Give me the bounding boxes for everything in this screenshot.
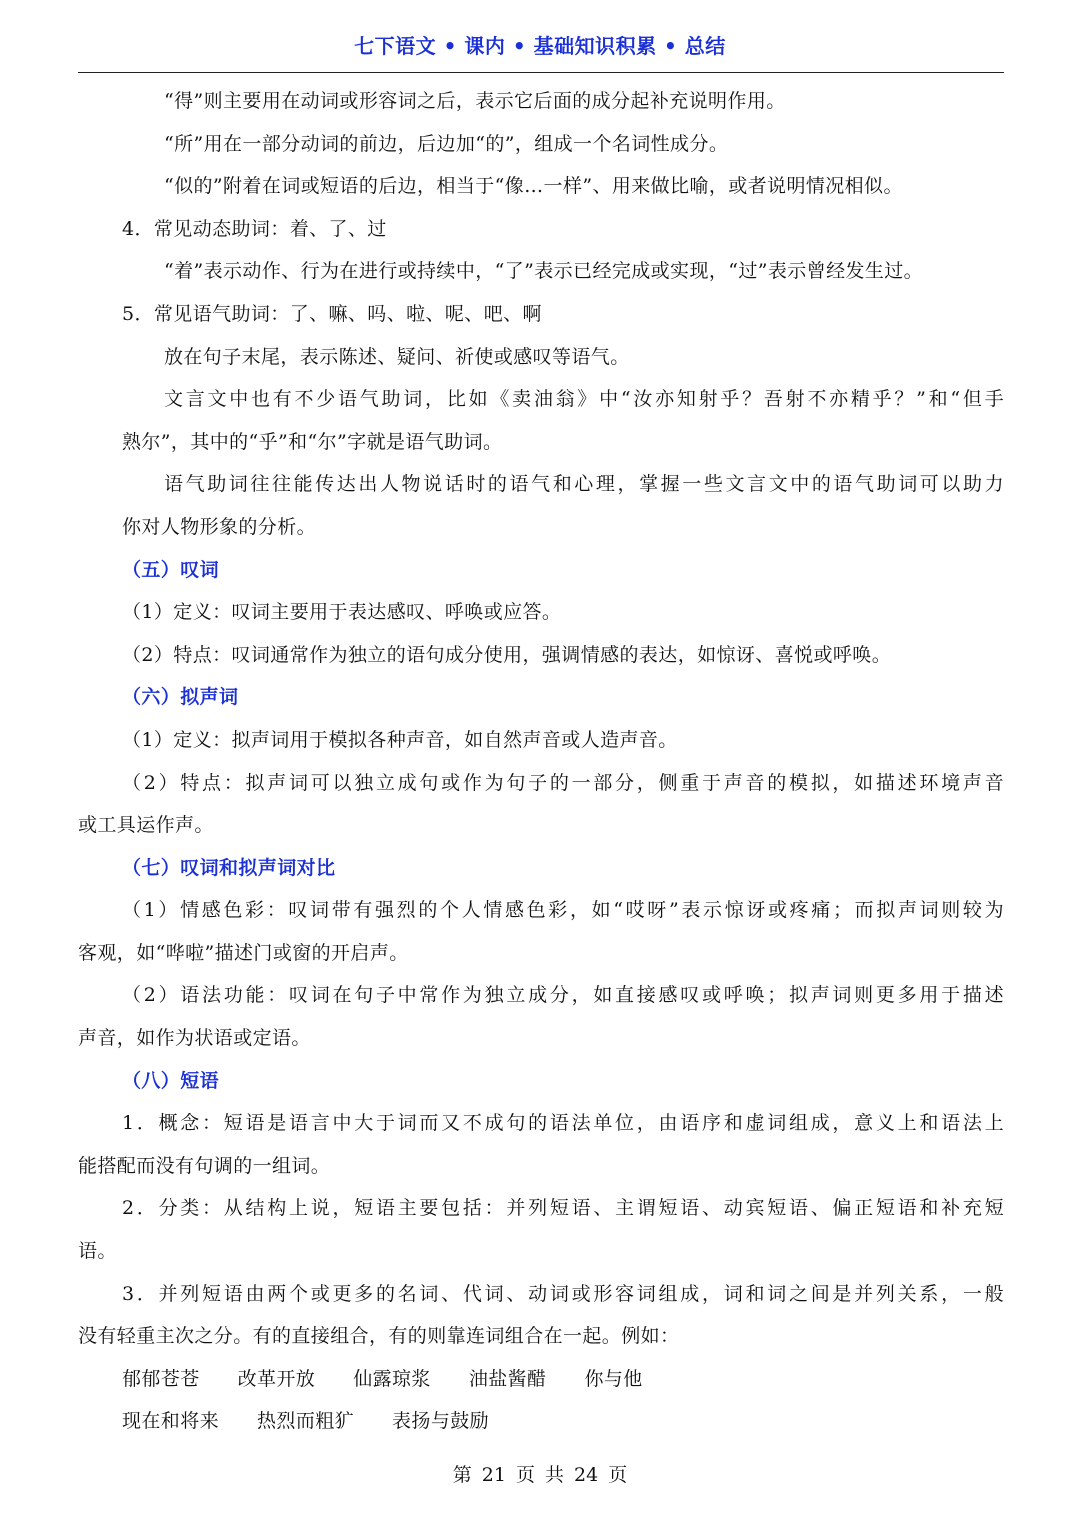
paragraph-line: 能搭配而没有句调的一组词。	[78, 1154, 331, 1177]
list-item-5: 5．常见语气助词：了、嘛、吗、啦、呢、吧、啊	[122, 302, 542, 325]
page-header-title: 七下语文 • 课内 • 基础知识积累 • 总结	[354, 34, 726, 58]
paragraph-line: 熟尔”，其中的“乎”和“尔”字就是语气助词。	[122, 430, 503, 453]
section-heading-interjection: （五）叹词	[122, 558, 220, 581]
document-body	[78, 80, 1004, 1443]
paragraph-line: “得”则主要用在动词或形容词之后，表示它后面的成分起补充说明作用。	[164, 90, 786, 112]
paragraph-line: 没有轻重主次之分。有的直接组合，有的则靠连词组合在一起。例如：	[78, 1325, 680, 1348]
paragraph-line: 1．概念：短语是语言中大于词而又不成句的语法单位，由语序和虚词组成，意义上和语法上	[122, 1112, 1004, 1135]
paragraph-line: （2）语法功能：叹词在句子中常作为独立成分，如直接感叹或呼唤；拟声词则更多用于描述	[122, 984, 1004, 1007]
section-heading-onomatopoeia: （六）拟声词	[122, 686, 239, 709]
paragraph-line: “似的”附着在词或短语的后边，相当于“像…一样”、用来做比喻，或者说明情况相似。	[164, 175, 903, 198]
paragraph-line: （2）特点：叹词通常作为独立的语句成分使用，强调情感的表达，如惊讶、喜悦或呼唤。	[122, 643, 892, 666]
paragraph-line: 客观，如“哗啦”描述门或窗的开启声。	[78, 941, 409, 964]
example-phrase: 热烈而粗犷	[257, 1410, 355, 1433]
paragraph-line: （2）特点：拟声词可以独立成句或作为句子的一部分，侧重于声音的模拟，如描述环境声音	[122, 771, 1004, 794]
example-phrase: 现在和将来	[122, 1410, 220, 1433]
paragraph-line: 或工具运作声。	[78, 814, 214, 837]
example-phrase: 你与他	[584, 1367, 643, 1390]
paragraph-line: 2．分类：从结构上说，短语主要包括：并列短语、主谓短语、动宾短语、偏正短语和补充短	[122, 1197, 1004, 1220]
example-phrase: 仙露琼浆	[353, 1367, 431, 1390]
paragraph-line: 文言文中也有不少语气助词，比如《卖油翁》中“汝亦知射乎？吾射不亦精乎？”和“但手	[164, 388, 1004, 411]
example-phrase: 改革开放	[237, 1367, 316, 1390]
paragraph-line: （1）定义：拟声词用于模拟各种声音，如自然声音或人造声音。	[122, 728, 678, 751]
page-number: 第 21 页 共 24 页	[452, 1464, 628, 1486]
example-phrase: 油盐酱醋	[468, 1367, 547, 1390]
paragraph-line: 语。	[78, 1240, 117, 1263]
paragraph-line: 放在句子末尾，表示陈述、疑问、祈使或感叹等语气。	[164, 345, 630, 368]
paragraph-line: 语气助词往往能传达出人物说话时的语气和心理，掌握一些文言文中的语气助词可以助力	[164, 473, 1004, 496]
example-phrase: 表扬与鼓励	[392, 1410, 490, 1433]
paragraph-line: 3．并列短语由两个或更多的名词、代词、动词或形容词组成，词和词之间是并列关系，一般	[122, 1282, 1004, 1305]
example-phrase: 郁郁苍苍	[122, 1367, 200, 1390]
example-phrases-row-2	[78, 1400, 1004, 1443]
section-heading-phrases: （八）短语	[122, 1069, 220, 1092]
list-item-4: 4．常见动态助词：着、了、过	[122, 217, 387, 240]
paragraph-line: （1）情感色彩：叹词带有强烈的个人情感色彩，如“哎呀”表示惊讶或疼痛；而拟声词则较为	[122, 899, 1004, 922]
paragraph-line: （1）定义：叹词主要用于表达感叹、呼唤或应答。	[122, 601, 562, 624]
example-phrases-row-1	[78, 1358, 1004, 1401]
section-heading-comparison: （七）叹词和拟声词对比	[122, 856, 336, 879]
paragraph-line: “着”表示动作、行为在进行或持续中，“了”表示已经完成或实现，“过”表示曾经发生过。	[164, 260, 924, 283]
paragraph-line: “所”用在一部分动词的前边，后边加“的”，组成一个名词性成分。	[164, 132, 729, 155]
header-divider	[78, 72, 1004, 73]
paragraph-line: 声音，如作为状语或定语。	[78, 1027, 311, 1050]
paragraph-line: 你对人物形象的分析。	[122, 515, 317, 538]
